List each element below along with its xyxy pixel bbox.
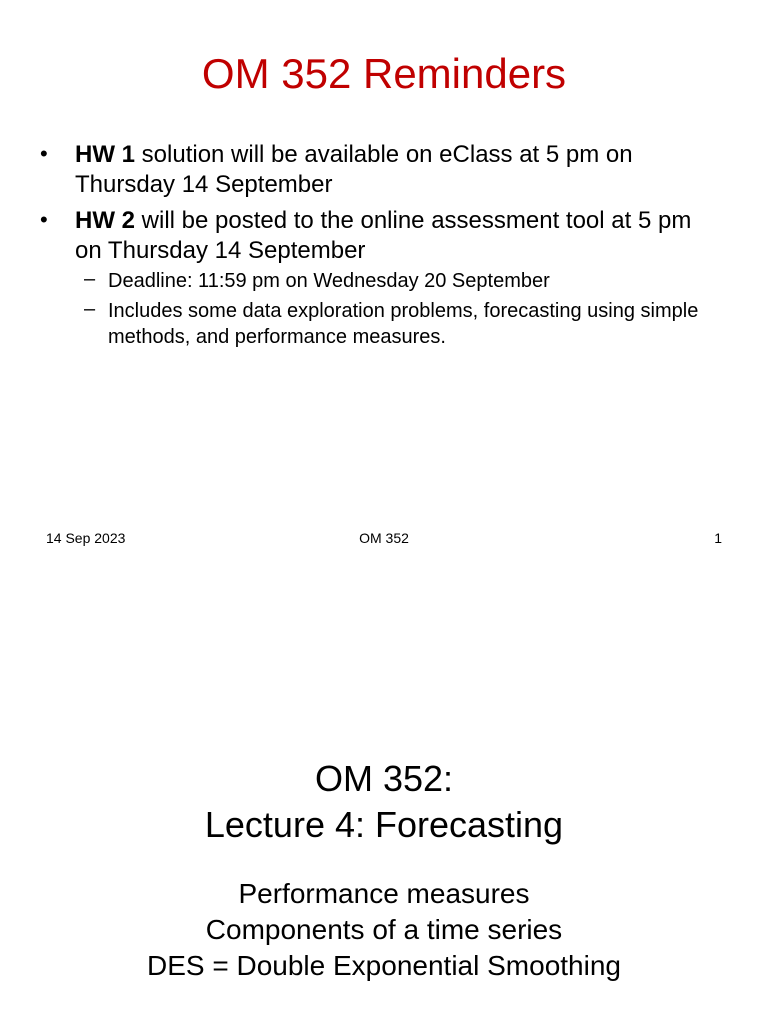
lecture-title: [0, 756, 768, 848]
sub-bullet-content: [75, 298, 710, 350]
sub-bullet-text: Deadline: 11:59 pm on Wednesday 20 September: [108, 270, 550, 292]
bullet-item-hw2: [40, 206, 710, 350]
lecture-title-line-1: OM 352:: [314, 758, 454, 799]
topic-item: Components of a time series: [205, 914, 563, 945]
sub-bullet-list: [75, 268, 710, 350]
bullet-dot-icon: •: [40, 141, 48, 166]
sub-bullet-text: Includes some data exploration problems, forecasting using simple methods, and performance measures.: [108, 300, 699, 348]
bullet-item-hw1: [40, 140, 710, 200]
slide-title: OM 352 Reminders: [201, 50, 567, 97]
footer-course: OM 352: [359, 530, 409, 546]
sub-bullet-deadline: [75, 268, 710, 294]
bullet-bold-label: HW 1: [75, 141, 135, 168]
slide-lecture-title: [0, 576, 768, 1024]
dash-icon: –: [84, 268, 96, 290]
footer-page-number: 1: [714, 530, 722, 546]
bullet-text: will be posted to the online assessment tool at 5 pm on Thursday 14 September: [75, 207, 692, 264]
bullet-list: [40, 140, 710, 356]
lecture-title-line-2: Lecture 4: Forecasting: [204, 804, 564, 845]
bullet-dot-icon: •: [40, 207, 48, 232]
bullet-bold-label: HW 2: [75, 207, 135, 234]
bullet-text: solution will be available on eClass at 5 pm on Thursday 14 September: [75, 141, 633, 198]
footer-date: 14 Sep 2023: [46, 530, 126, 546]
lecture-topics: [0, 876, 768, 984]
dash-icon: –: [84, 298, 96, 320]
topic-item: Performance measures: [238, 878, 530, 909]
topic-item: DES = Double Exponential Smoothing: [147, 950, 621, 981]
